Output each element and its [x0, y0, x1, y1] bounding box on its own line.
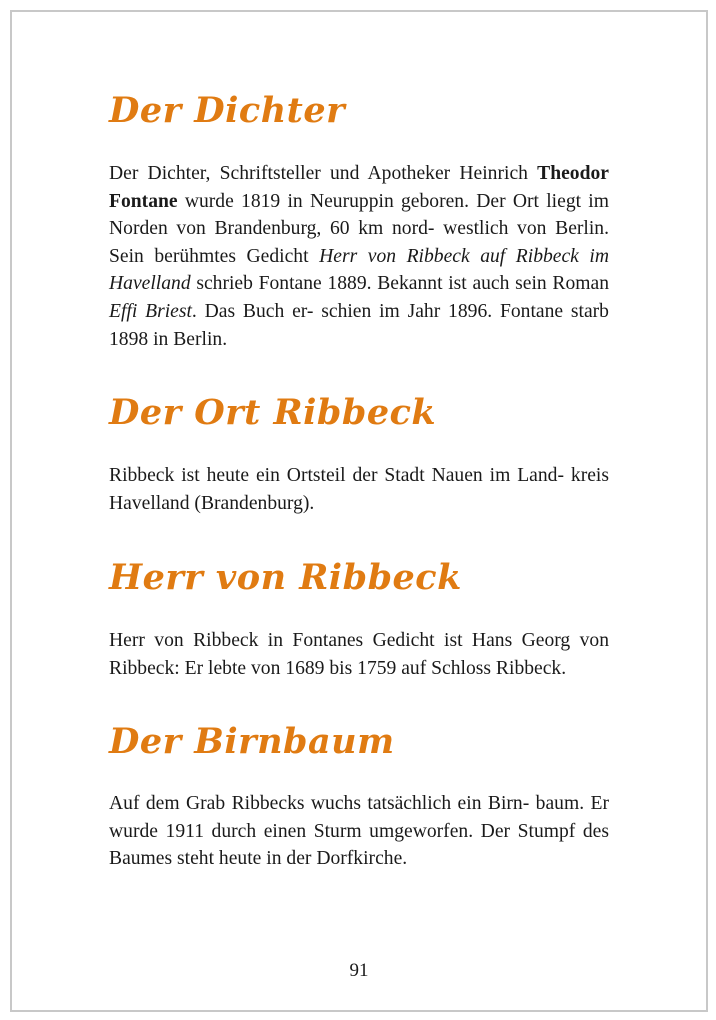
- heading-der-birnbaum: Der Birnbaum: [109, 721, 395, 762]
- heading-der-dichter: Der Dichter: [109, 90, 346, 131]
- bold-name: Theodor Fontane: [109, 163, 609, 212]
- paragraph-der-ort-ribbeck: Ribbeck ist heute ein Ortsteil der Stadt Nauen im Land- kreis Havelland (Brandenburg).: [109, 465, 609, 514]
- heading-der-ort-ribbeck: Der Ort Ribbeck: [109, 392, 437, 433]
- novel-title: Effi Briest: [109, 300, 192, 322]
- poem-title: Herr von Ribbeck auf Ribbeck im Havelland: [109, 245, 610, 295]
- paragraph-der-dichter: Der Dichter, Schriftsteller und Apotheker Heinrich Theodor Fontane wurde 1819 in Neuruppin geboren. Der Ort liegt im Norden von Brandenburg, 60 km nord- westlich von Berlin. Sein berühmtes Gedicht Herr von Ribbeck auf Ribbeck im Havelland schrieb Fontane 1889. Bekannt ist auch sein Roman Effi Briest. Das Buch er- schien im Jahr 1896. Fontane starb 1898 in Berlin.: [109, 163, 610, 350]
- heading-herr-von-ribbeck: Herr von Ribbeck: [109, 557, 462, 598]
- page-number: 91: [349, 960, 369, 981]
- paragraph-herr-von-ribbeck: Herr von Ribbeck in Fontanes Gedicht ist Hans Georg von Ribbeck: Er lebte von 1689 bis 1759 auf Schloss Ribbeck.: [109, 630, 609, 679]
- paragraph-der-birnbaum: Auf dem Grab Ribbecks wuchs tatsächlich ein Birn- baum. Er wurde 1911 durch einen Sturm umgeworfen. Der Stumpf des Baumes steht heute in der Dorfkirche.: [109, 793, 609, 870]
- book-page: [10, 10, 708, 1012]
